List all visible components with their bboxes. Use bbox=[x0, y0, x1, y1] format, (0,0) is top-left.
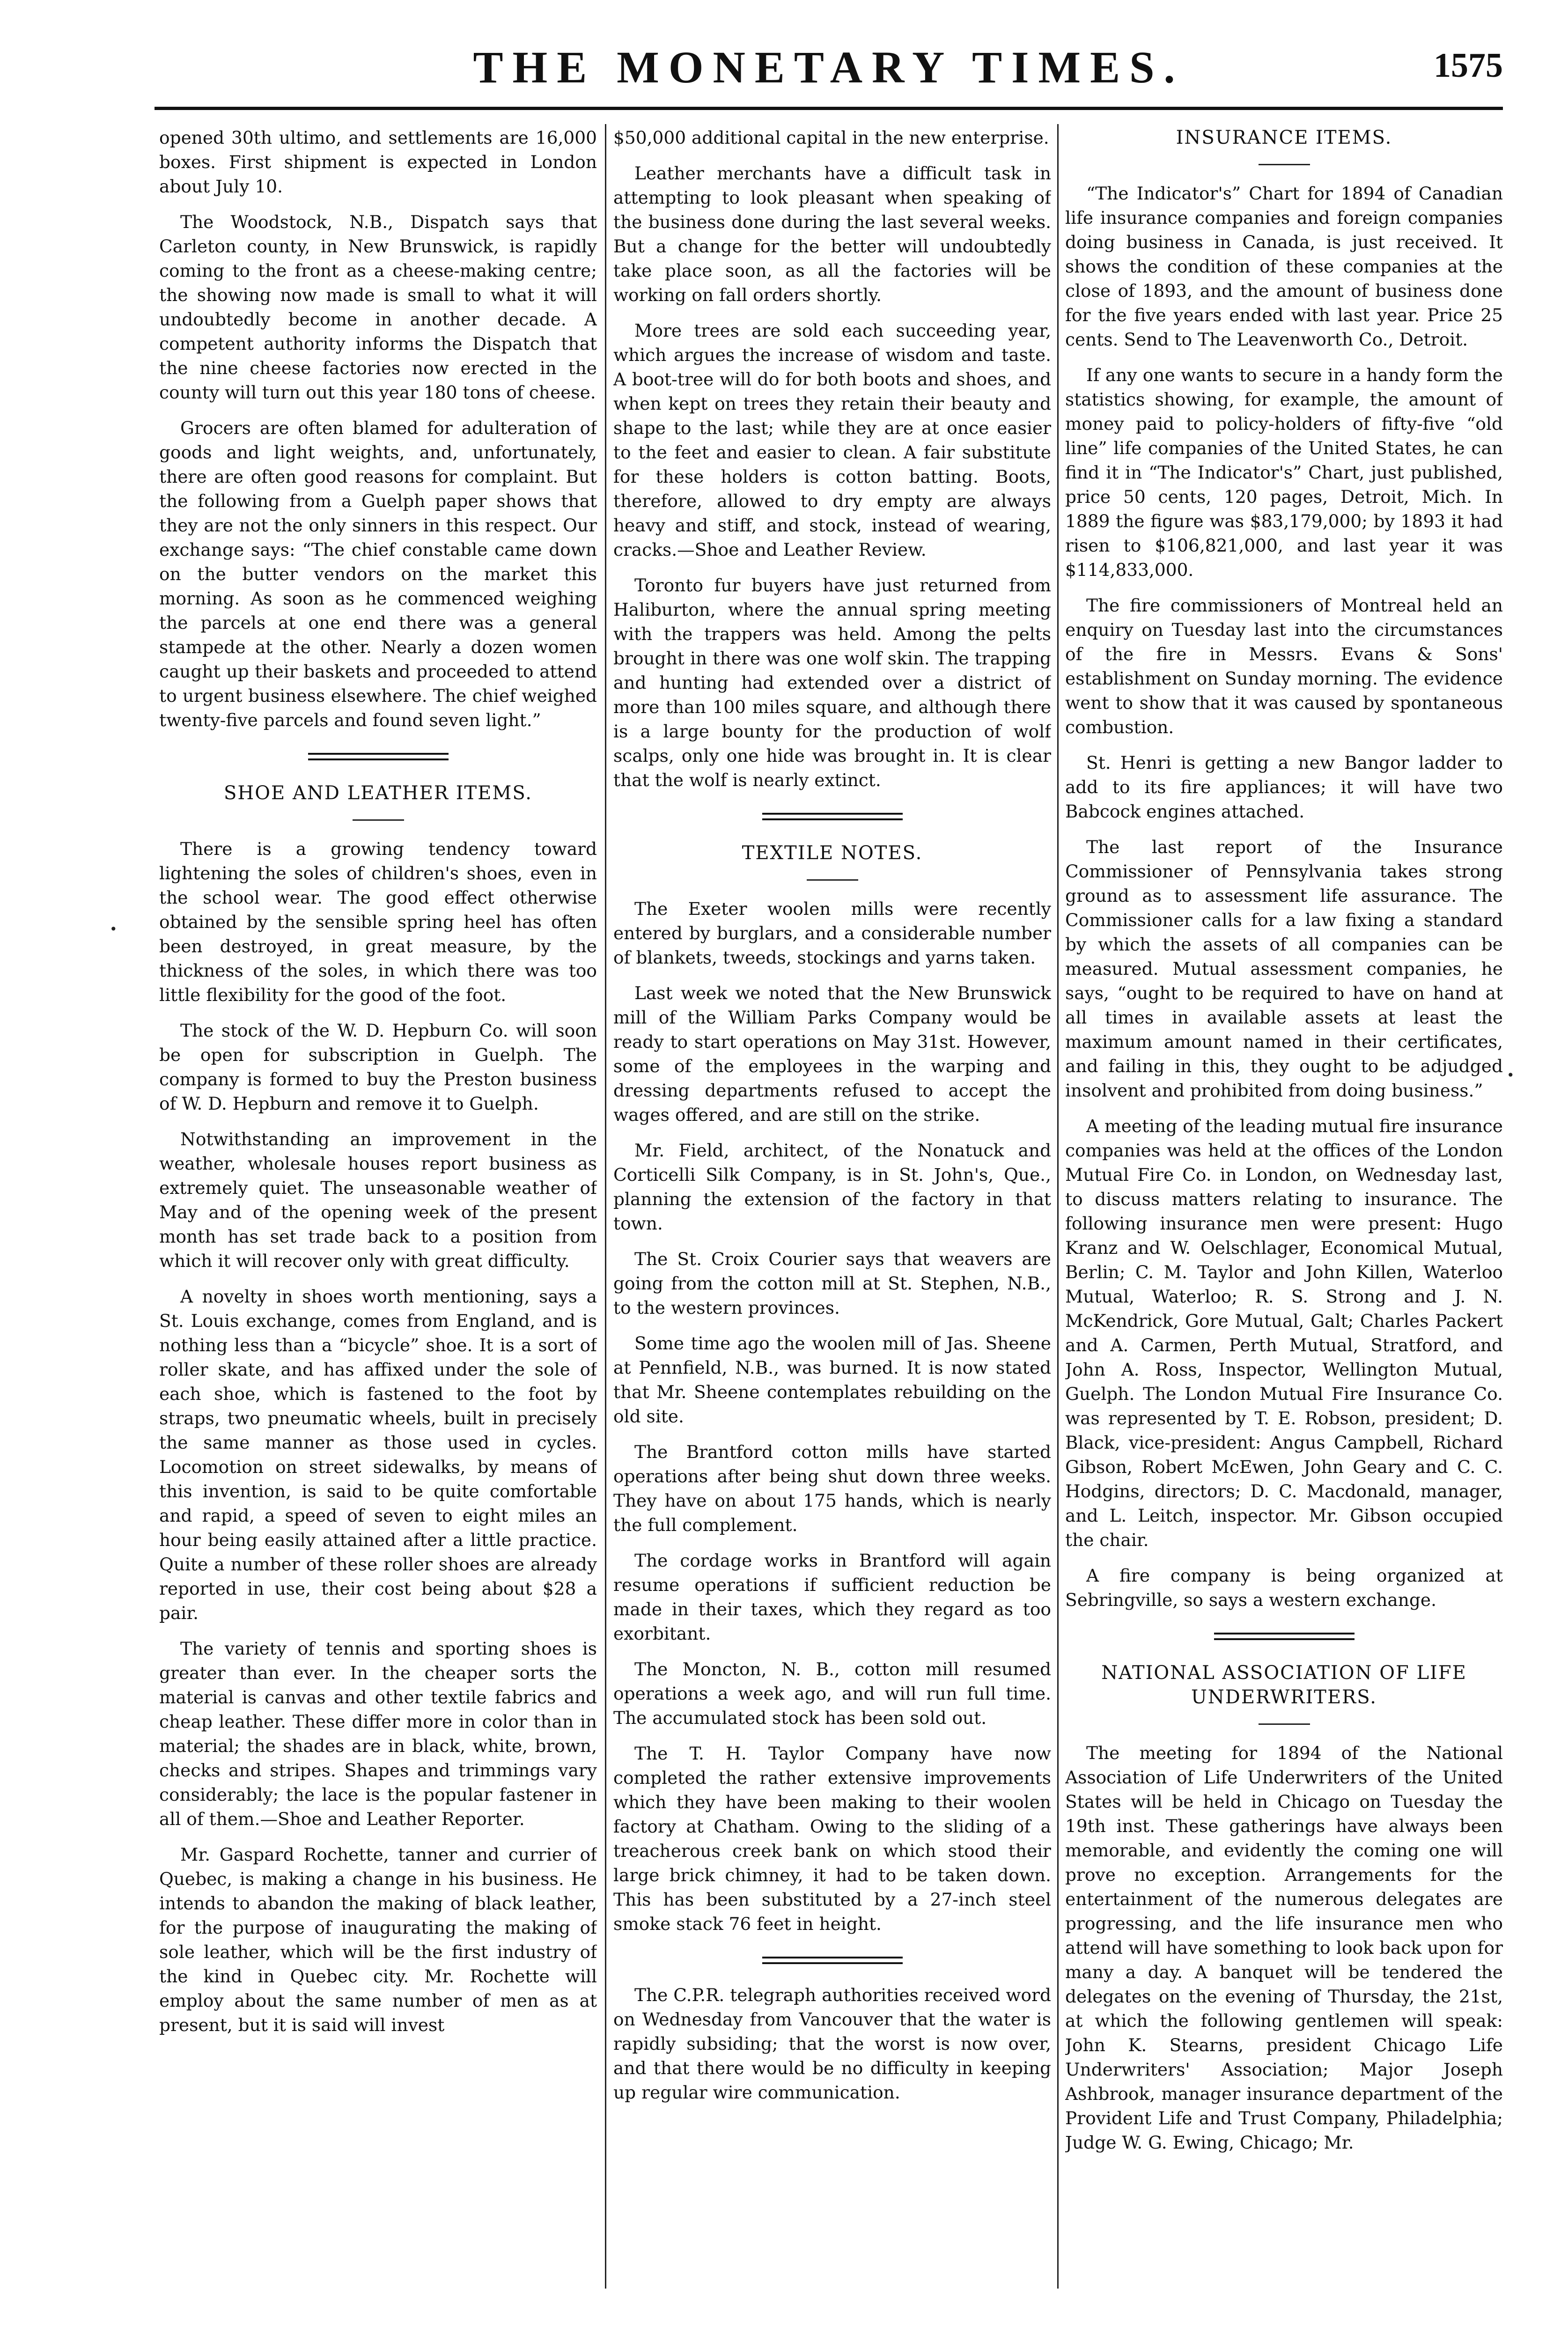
article-paragraph: The Moncton, N. B., cotton mill resumed operations a week ago, and will run full time. The accumulated stock has been sold out. bbox=[613, 1659, 1051, 1728]
article-paragraph: The stock of the W. D. Hepburn Co. will soon be open for subscription in Guelph. The company is formed to buy the Preston business of W. D. Hepburn and remove it to Guelph. bbox=[159, 1020, 597, 1114]
article-paragraph: “The Indicator's” Chart for 1894 of Canadian life insurance companies and foreign companies doing business in Canada, is just received. It shows the condition of these companies at the close of 1893, and the amount of business done for the five years ended with last year. Price 25 cents. Send to The Leavenworth Co., Detroit. bbox=[1065, 183, 1503, 350]
newspaper-title: THE MONETARY TIMES. bbox=[473, 42, 1185, 92]
article-paragraph: The meeting for 1894 of the National Association of Life Underwriters of the United States will be held in Chicago on Tuesday the 19th inst. These gatherings have always been memorable, and evidently the coming one will prove no exception. Arrangements for the entertainment of the numerous delegates are progressing, and the life insurance men who attend will have something to look back upon for many a day. A banquet will be tendered the delegates on the evening of Thursday, the 21st, at which the following gentlemen will speak: John K. Stearns, president Chicago Life Underwriters' Association; Major Joseph Ashbrook, manager insurance department of the Provident Life and Trust Company, Philadelphia; Judge W. G. Ewing, Chicago; Mr. bbox=[1065, 1743, 1503, 2153]
article-paragraph: The T. H. Taylor Company have now completed the rather extensive improvements which they have been making to their woolen factory at Chatham. Owing to the sliding of a treacherous creek bank on which stood their large brick chimney, it had to be taken down. This has been substituted by a 27-inch steel smoke stack 76 feet in height. bbox=[613, 1743, 1051, 1934]
section-heading: INSURANCE ITEMS. bbox=[1176, 127, 1392, 148]
section-divider bbox=[1214, 1633, 1355, 1640]
column-1 bbox=[159, 125, 597, 2289]
heading-rule bbox=[807, 879, 858, 881]
article-paragraph: The variety of tennis and sporting shoes is greater than ever. In the cheaper sorts the material is canvas and other textile fabrics and cheap leather. These differ more in color than in material; the shades are in black, white, brown, checks and stripes. Shapes and trimmings vary considerably; the lace is the popular fastener in all of them.—Shoe and Leather Reporter. bbox=[159, 1638, 597, 1829]
masthead bbox=[155, 41, 1503, 102]
column-divider bbox=[1057, 124, 1059, 2289]
column-3 bbox=[1065, 125, 1503, 2289]
article-paragraph: A novelty in shoes worth mentioning, says a St. Louis exchange, comes from England, and is nothing less than a “bicycle” shoe. It is a sort of roller skate, and has affixed under the sole of each shoe, which is fastened to the foot by straps, two pneumatic wheels, built in precisely the same manner as those used in cycles. Locomotion on street sidewalks, by means of this invention, is said to be quite comfortable and rapid, a speed of seven to eight miles an hour being easily attained after a little practice. Quite a number of these roller shoes are already reported in use, their cost being about $28 a pair. bbox=[159, 1286, 597, 1623]
page-number: 1575 bbox=[1434, 46, 1503, 85]
section-heading: SHOE AND LEATHER ITEMS. bbox=[223, 782, 533, 804]
article-paragraph: The Brantford cotton mills have started operations after being shut down three weeks. They have on about 175 hands, which is nearly the full complement. bbox=[613, 1442, 1051, 1535]
article-paragraph: The cordage works in Brantford will again resume operations if sufficient reduction be made in their taxes, which they regard as too exorbitant. bbox=[613, 1550, 1051, 1644]
article-paragraph: Some time ago the woolen mill of Jas. Sheene at Pennfield, N.B., was burned. It is now stated that Mr. Sheene contemplates rebuilding on the old site. bbox=[613, 1333, 1051, 1427]
article-paragraph: Mr. Field, architect, of the Nonatuck and Corticelli Silk Company, is in St. John's, Que., planning the extension of the factory in that town. bbox=[613, 1140, 1051, 1234]
column-2 bbox=[613, 125, 1051, 2289]
section-heading: TEXTILE NOTES. bbox=[742, 842, 923, 864]
article-paragraph: opened 30th ultimo, and settlements are 16,000 boxes. First shipment is expected in London about July 10. bbox=[159, 127, 597, 197]
column-divider bbox=[605, 124, 606, 2289]
heading-rule bbox=[1259, 1723, 1310, 1725]
article-paragraph: Toronto fur buyers have just returned from Haliburton, where the annual spring meeting with the trappers was held. Among the pelts brought in there was one wolf skin. The trapping and hunting had extended over a district of more than 100 miles square, and although there is a large bounty for the production of wolf scalps, only one hide was brought in. It is clear that the wolf is nearly extinct. bbox=[613, 575, 1051, 790]
heading-rule bbox=[353, 819, 404, 821]
article-paragraph: A fire company is being organized at Sebringville, so says a western exchange. bbox=[1065, 1565, 1503, 1610]
article-paragraph: The Woodstock, N.B., Dispatch says that Carleton county, in New Brunswick, is rapidly coming to the front as a cheese-making centre; the showing now made is small to what it will undoubtedly become in another decade. A competent authority informs the Dispatch that the nine cheese factories now erected in the county will turn out this year 180 tons of cheese. bbox=[159, 212, 597, 403]
article-paragraph: St. Henri is getting a new Bangor ladder to add to its fire appliances; it will have two Babcock engines attached. bbox=[1065, 752, 1503, 822]
article-paragraph: Grocers are often blamed for adulteration of goods and light weights, and, unfortunately, there are often good reasons for complaint. But the following from a Guelph paper shows that they are not the only sinners in this respect. Our exchange says: “The chief constable came down on the butter vendors on the market this morning. As soon as he commenced weighing the parcels at one end there was a general stampede at the other. Nearly a dozen women caught up their baskets and proceeded to attend to urgent business elsewhere. The chief weighed twenty-five parcels and found seven light.” bbox=[159, 418, 597, 730]
article-paragraph: The Exeter woolen mills were recently entered by burglars, and a considerable number of blankets, tweeds, stockings and yarns taken. bbox=[613, 898, 1051, 968]
article-paragraph: The St. Croix Courier says that weavers are going from the cotton mill at St. Stephen, N.B., to the western provinces. bbox=[613, 1249, 1051, 1318]
article-paragraph: Leather merchants have a difficult task in attempting to look pleasant when speaking of the business done during the last several weeks. But a change for the better will undoubtedly take place soon, as all the factories will be working on fall orders shortly. bbox=[613, 163, 1051, 305]
heading-rule bbox=[1259, 164, 1310, 165]
article-paragraph: Notwithstanding an improvement in the weather, wholesale houses report business as extremely quiet. The unseasonable weather of May and of the opening week of the present month has set trade back to a position from which it will recover only with great difficulty. bbox=[159, 1129, 597, 1271]
section-divider bbox=[762, 813, 903, 820]
margin-mark: • bbox=[110, 921, 118, 937]
article-paragraph: More trees are sold each succeeding year, which argues the increase of wisdom and taste. A boot-tree will do for both boots and shoes, and when kept on trees they retain their beauty and shape to the last; while they are at once easier to the feet and easier to clean. A fair substitute for these holders is cotton batting. Boots, therefore, allowed to dry empty are always heavy and stiff, and stock, instead of wearing, cracks.—Shoe and Leather Review. bbox=[613, 320, 1051, 560]
masthead-rule bbox=[155, 107, 1503, 110]
article-paragraph: There is a growing tendency toward lightening the soles of children's shoes, even in the school wear. The good effect otherwise obtained by the sensible spring heel has often been destroyed, in great measure, by the thickness of the soles, in which there was too little flexibility for the good of the foot. bbox=[159, 839, 597, 1005]
article-paragraph: Last week we noted that the New Brunswick mill of the William Parks Company would be ready to start operations on May 31st. However, some of the employees in the warping and dressing departments refused to accept the wages offered, and are still on the strike. bbox=[613, 983, 1051, 1125]
margin-mark: • bbox=[1507, 1067, 1515, 1083]
article-paragraph: Mr. Gaspard Rochette, tanner and currier of Quebec, is making a change in his business. He intends to abandon the making of black leather, for the purpose of inaugurating the making of sole leather, which will be the first industry of the kind in Quebec city. Mr. Rochette will employ about the same number of men as at present, but it is said will invest bbox=[159, 1844, 597, 2035]
article-paragraph: The C.P.R. telegraph authorities received word on Wednesday from Vancouver that the water is rapidly subsiding; that the worst is now over, and that there would be no difficulty in keeping up regular wire communication. bbox=[613, 1985, 1051, 2103]
section-divider bbox=[762, 1957, 903, 1964]
article-paragraph: The fire commissioners of Montreal held an enquiry on Tuesday last into the circumstances of the fire in Messrs. Evans & Sons' establishment on Sunday morning. The evidence went to show that it was caused by spontaneous combustion. bbox=[1065, 595, 1503, 737]
article-paragraph: A meeting of the leading mutual fire insurance companies was held at the offices of the London Mutual Fire Co. in London, on Wednesday last, to discuss matters relating to insurance. The following insurance men were present: Hugo Kranz and W. Oelschlager, Economical Mutual, Berlin; C. M. Taylor and John Killen, Waterloo Mutual, Waterloo; R. S. Strong and J. N. McKendrick, Gore Mutual, Galt; Charles Packert and A. Carmen, Perth Mutual, Stratford, and John A. Ross, Inspector, Wellington Mutual, Guelph. The London Mutual Fire Insurance Co. was represented by T. E. Robson, president; D. Black, vice-president: Angus Campbell, Richard Gibson, Robert McEwen, John Geary and C. C. Hodgins, directors; D. C. Macdonald, manager, and L. Leitch, inspector. Mr. Gibson occupied the chair. bbox=[1065, 1116, 1503, 1550]
article-paragraph: The last report of the Insurance Commissioner of Pennsylvania takes strong ground as to assessment life assurance. The Commissioner calls for a law fixing a standard by which the assets of all companies can be measured. Mutual assessment companies, he says, “ought to be required to have on hand at all times in available assets at least the maximum amount named in their certificates, and failing in this, they ought to be adjudged insolvent and prohibited from doing business.” bbox=[1065, 837, 1503, 1101]
section-divider bbox=[308, 753, 449, 760]
article-paragraph: If any one wants to secure in a handy form the statistics showing, for example, the amount of money paid to policy-holders of fifty-five “old line” life companies of the United States, he can find it in “The Indicator's” Chart, just published, price 50 cents, 120 pages, Detroit, Mich. In 1889 the figure was $83,179,000; by 1893 it had risen to $106,821,000, and last year it was $114,833,000. bbox=[1065, 365, 1503, 580]
article-paragraph: $50,000 additional capital in the new enterprise. bbox=[613, 127, 1049, 148]
section-heading: NATIONAL ASSOCIATION OF LIFE UNDERWRITERS. bbox=[1101, 1662, 1467, 1708]
